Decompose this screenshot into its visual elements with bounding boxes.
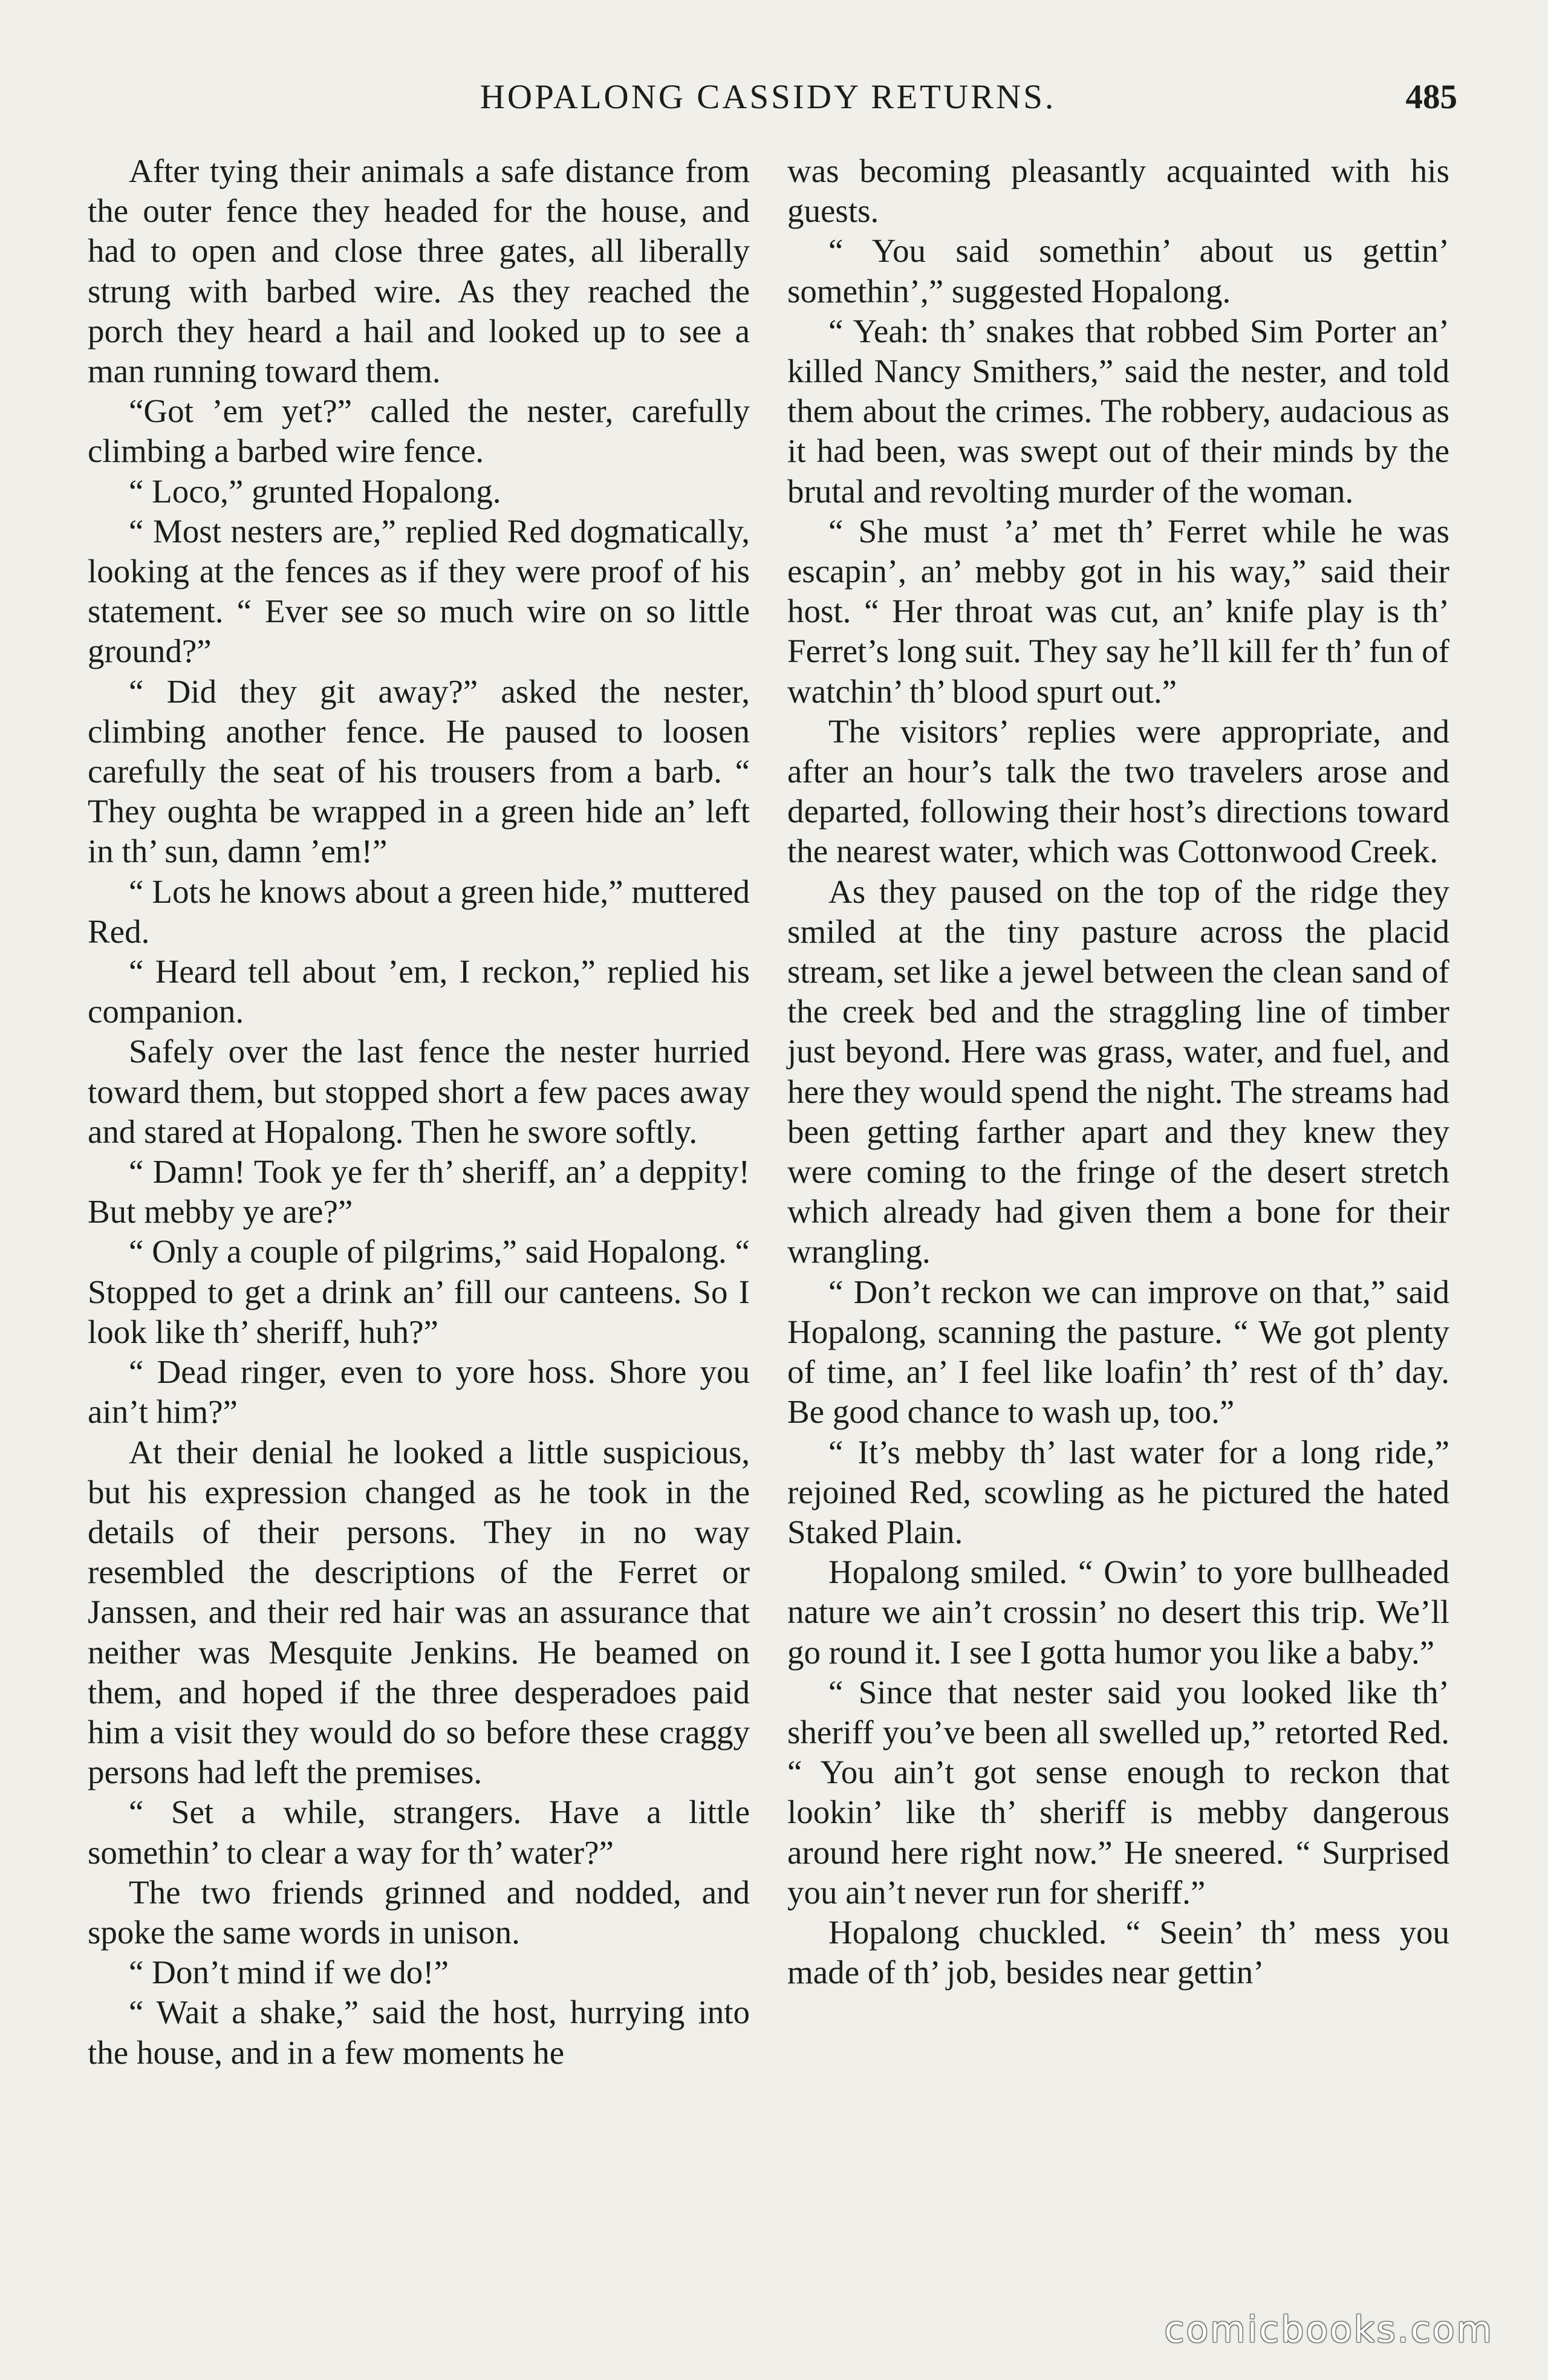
right-column xyxy=(787,151,1449,1992)
watermark: comicbooks.com xyxy=(1164,2309,1494,2351)
paragraph: Safely over the last fence the nester hurried toward them, but stopped short a few paces away and stared at Hopalong. Then he swore softly. xyxy=(88,1033,750,1150)
paragraph: “ Don’t mind if we do!” xyxy=(129,1954,449,1991)
paragraph: “ Since that nester said you looked like th’ sheriff you’ve been all swelled up,” retorted Red. “ You ain’t got sense enough to reckon that lookin’ like th’ sheriff is mebby dangerous around here right now.” He sneered. “ Surprised you ain’t never run for sheriff.” xyxy=(787,1673,1449,1911)
paragraph: As they paused on the top of the ridge they smiled at the tiny pasture across the placid stream, set like a jewel between the clean sand of the creek bed and the straggling line of timber just beyond. Here was grass, water, and fuel, and here they would spend the night. The streams had been getting farther apart and they knew they were coming to the fringe of the desert stretch which already had given them a bone for their wrangling. xyxy=(787,873,1449,1270)
paragraph: “ Lots he knows about a green hide,” muttered Red. xyxy=(88,873,750,950)
paragraph: “ It’s mebby th’ last water for a long ride,” rejoined Red, scowling as he pictured the hated Staked Plain. xyxy=(787,1433,1449,1550)
paragraph: “ She must ’a’ met th’ Ferret while he was escapin’, an’ mebby got in his way,” said their host. “ Her throat was cut, an’ knife play is th’ Ferret’s long suit. They say he’ll kill fer th’ fun of watchin’ th’ blood spurt out.” xyxy=(787,512,1449,710)
page-number: 485 xyxy=(1405,78,1457,116)
paragraph: The two friends grinned and nodded, and spoke the same words in unison. xyxy=(88,1873,750,1951)
running-title: HOPALONG CASSIDY RETURNS. xyxy=(480,78,1056,116)
paragraph: Hopalong chuckled. “ Seein’ th’ mess you made of th’ job, besides near gettin’ xyxy=(787,1913,1449,1991)
paragraph: “Got ’em yet?” called the nester, carefully climbing a barbed wire fence. xyxy=(88,392,750,470)
paragraph: “ Damn! Took ye fer th’ sheriff, an’ a deppity! But mebby ye are?” xyxy=(88,1153,750,1231)
paragraph: After tying their animals a safe distance from the outer fence they headed for the house, and had to open and close three gates, all liberally strung with barbed wire. As they reached the porch they heard a hail and looked up to see a man running toward them. xyxy=(88,152,750,390)
paragraph: “ Heard tell about ’em, I reckon,” replied his companion. xyxy=(88,953,750,1030)
paragraph: Hopalong smiled. “ Owin’ to yore bullheaded nature we ain’t crossin’ no desert this trip. We’ll go round it. I see I gotta humor you like a baby.” xyxy=(787,1553,1449,1671)
paragraph: The visitors’ replies were appropriate, and after an hour’s talk the two travelers arose and departed, following their host’s directions toward the nearest water, which was Cottonwood Creek. xyxy=(787,712,1449,870)
paragraph-continuation: was becoming pleasantly acquainted with his guests. xyxy=(787,152,1449,230)
paragraph: “ Wait a shake,” said the host, hurrying into the house, and in a few moments he xyxy=(88,1994,750,2071)
paragraph: “ Dead ringer, even to yore hoss. Shore you ain’t him?” xyxy=(88,1353,750,1431)
paragraph: “ Set a while, strangers. Have a little somethin’ to clear a way for th’ water?” xyxy=(88,1793,750,1871)
paragraph: “ Did they git away?” asked the nester, climbing another fence. He paused to loosen carefully the seat of his trousers from a barb. “ They oughta be wrapped in a green hide an’ left in th’ sun, damn ’em!” xyxy=(88,672,750,870)
paragraph: “ Most nesters are,” replied Red dogmatically, looking at the fences as if they were proof of his statement. “ Ever see so much wire on so little ground?” xyxy=(88,512,750,670)
paragraph: “ Loco,” grunted Hopalong. xyxy=(129,472,501,510)
paragraph: “ Only a couple of pilgrims,” said Hopalong. “ Stopped to get a drink an’ fill our canteens. So I look like th’ sheriff, huh?” xyxy=(88,1233,750,1350)
paragraph: “ Don’t reckon we can improve on that,” said Hopalong, scanning the pasture. “ We got plenty of time, an’ I feel like loafin’ th’ rest of th’ day. Be good chance to wash up, too.” xyxy=(787,1273,1449,1431)
left-column xyxy=(88,151,750,2073)
paragraph: “ You said somethin’ about us gettin’ somethin’,” suggested Hopalong. xyxy=(787,232,1449,310)
page-header xyxy=(79,77,1457,126)
paragraph: At their denial he looked a little suspicious, but his expression changed as he took in the details of their persons. They in no way resembled the descriptions of the Ferret or Janssen, and their red hair was an assurance that neither was Mesquite Jenkins. He beamed on them, and hoped if the three desperadoes paid him a visit they would do so before these craggy persons had left the premises. xyxy=(88,1433,750,1791)
paragraph: “ Yeah: th’ snakes that robbed Sim Porter an’ killed Nancy Smithers,” said the nester, and told them about the crimes. The robbery, audacious as it had been, was swept out of their minds by the brutal and revolting murder of the woman. xyxy=(787,312,1449,510)
